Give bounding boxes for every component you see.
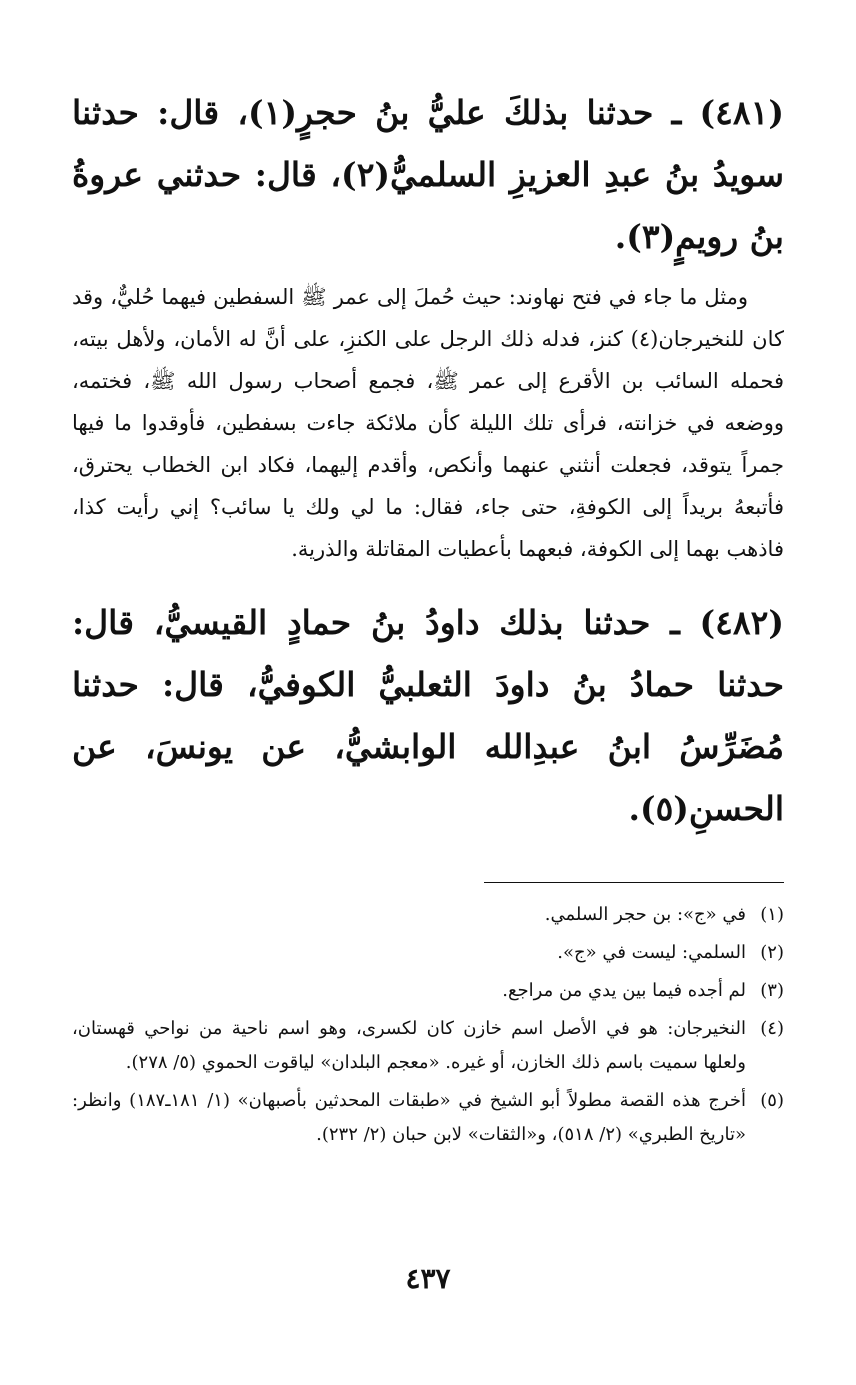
footnotes-list [72,898,784,1156]
page-number: ٤٣٧ [405,1262,451,1295]
narration-paragraph: ومثل ما جاء في فتح نهاوند: حيث حُملَ إلى عمر ﷺ السفطين فيهما حُليٌّ، وقد كان للنخيرجان(٤) كنز، فدله ذلك الرجل على الكنزِ، على أنَّ له الأمان، ولأهل بيته، فحمله السائب بن الأقرع إلى عمر ﷺ، فجمع أصحاب رسول الله ﷺ، فختمه، ووضعه في خزانته، فرأى تلك الليلة كأن ملائكة جاءت بسفطين، فأوقدوا ما فيها جمراً يتوقد، فجعلت أنثني عنهما وأنكص، وأقدم إليهما، فكاد ابن الخطاب يحترق، فأتبعهُ بريداً إلى الكوفةِ، حتى جاء، فقال: ما لي ولك يا سائب؟ إني رأيت كذا، فاذهب بهما إلى الكوفة، فبعهما بأعطيات المقاتلة والذرية. [72,285,785,561]
footnote-number: (١) [760,904,784,925]
footnote-text: النخيرجان: هو في الأصل اسم خازن كان لكسرى، وهو اسم ناحية من نواحي قهستان، ولعلها سميت باسم ذلك الخازن، أو غيره. «معجم البلدان» لياقوت الحموي (٥/ ٢٧٨). [72,1018,746,1073]
footnote-text: في «ج»: بن حجر السلمي. [544,904,746,925]
hadith-number: (٤٨٢) [699,603,784,642]
footnote [72,898,784,932]
hadith-482 [72,592,784,840]
footnote-divider [484,882,784,883]
footnote [72,974,784,1008]
hadith-number: (٤٨١) [699,93,784,132]
footnote-number: (٥) [760,1090,784,1111]
footnote-text: لم أجده فيما بين يدي من مراجع. [502,980,746,1001]
footnote-number: (٢) [760,942,784,963]
hadith-isnad: ـ حدثنا بذلك داودُ بنُ حمادٍ القيسيُّ، قال: حدثنا حمادُ بنُ داودَ الثعلبيُّ الكوفيُّ، قال: حدثنا مُضَرِّسُ ابنُ عبدِالله الوابشيُّ، عن يونسَ، عن الحسنِ(٥). [72,603,784,828]
footnote-number: (٤) [760,1018,784,1039]
footnote [72,1012,784,1080]
hadith-481 [72,82,784,268]
main-text [72,82,784,840]
footnote-text: السلمي: ليست في «ج». [557,942,746,963]
footnote-text: أخرج هذه القصة مطولاً أبو الشيخ في «طبقات المحدثين بأصبهان» (١/ ١٨١ـ١٨٧) وانظر: «تاريخ الطبري» (٢/ ٥١٨)، و«الثقات» لابن حبان (٢/ ٢٣٢). [72,1090,746,1145]
footnote [72,1084,784,1152]
hadith-isnad: ـ حدثنا بذلكَ عليُّ بنُ حجرٍ(١)، قال: حدثنا سويدُ بنُ عبدِ العزيزِ السلميُّ(٢)، قال: حدثني عروةُ بنُ رويمٍ(٣). [72,93,785,256]
footnote-number: (٣) [760,980,784,1001]
footnote [72,936,784,970]
